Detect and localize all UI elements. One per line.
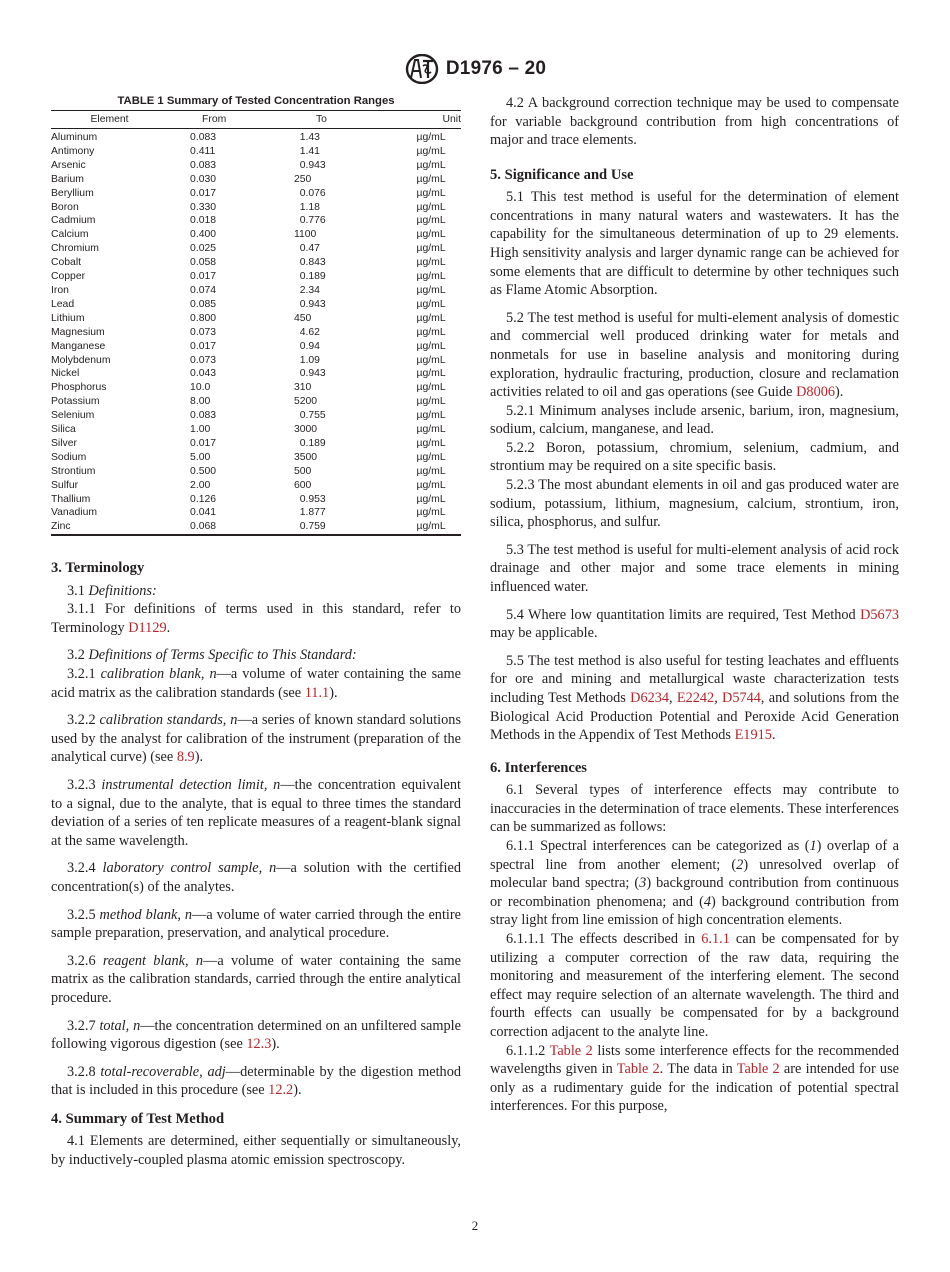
para-text: may be applicable. — [490, 625, 598, 642]
table-row — [51, 173, 461, 187]
cell-from: 0.126 — [190, 493, 217, 505]
cell-element: Barium — [51, 173, 84, 185]
para-number: 3.2.8 — [67, 1063, 101, 1080]
table-row — [51, 242, 461, 256]
cell-from: 8.00 — [190, 396, 211, 408]
para-text: 3.1.1 For definitions of terms used in this standard, refer to Terminology — [51, 601, 461, 636]
para-text: —the concentration determined on an unfiltered sample following vigorous digestion (see — [51, 1017, 461, 1053]
cell-to: 1.877 — [293, 507, 326, 519]
link-table-2[interactable]: Table 2 — [549, 1042, 593, 1059]
para-text: ). — [194, 749, 204, 766]
cell-unit: µg/mL — [416, 410, 446, 422]
cell-to: 0.843 — [293, 257, 326, 269]
cell-unit: µg/mL — [416, 201, 446, 213]
cell-to: 0.943 — [293, 368, 326, 380]
term: calibration blank, n — [100, 666, 217, 683]
link-d5673[interactable]: D5673 — [860, 606, 899, 623]
table-row — [51, 423, 461, 437]
page-number: 2 — [471, 1218, 479, 1233]
table-bottom-rule — [51, 535, 461, 538]
list-number: 1 — [809, 837, 817, 854]
cell-to: 0.953 — [293, 493, 326, 505]
cell-unit: µg/mL — [416, 493, 446, 505]
cell-to: 1.41 — [293, 145, 320, 157]
para-number: 3.2.2 — [67, 712, 100, 729]
cell-unit: µg/mL — [416, 298, 446, 310]
link-e2242[interactable]: E2242 — [676, 690, 715, 707]
paragraph-5-1: 5.1 This test method is useful for the determination of element concentrations in many natural waters and wastewaters. It has the capability for the simultaneous determination of up to 29 elements. High sensitivity analysis and larger dynamic range can be achieved for some elements that are difficult to determine by other techniques such as Flame Atomic Absorption. — [490, 189, 899, 299]
section-heading: 4. Summary of Test Method — [51, 1110, 225, 1127]
para-text: —a volume of water containing the same matrix as the calibration standards, carried through the entire analytical procedure. — [51, 952, 461, 1006]
cell-to: 4.62 — [293, 326, 320, 338]
table-row — [51, 395, 461, 409]
para-text: , — [714, 690, 722, 707]
paragraph-5-4 — [490, 606, 899, 643]
para-text: ) overlap of a spectral line from another element; ( — [490, 837, 900, 873]
cell-unit: µg/mL — [416, 354, 446, 366]
cell-element: Manganese — [51, 340, 106, 352]
astm-logo-icon — [404, 54, 440, 84]
cell-from: 0.073 — [190, 326, 217, 338]
column-header-unit: Unit — [415, 111, 461, 129]
cell-from: 2.00 — [190, 479, 211, 491]
table-row — [51, 159, 461, 173]
paragraph-4-2: 4.2 A background correction technique may be used to compensate for variable background contribution from high concentrations of major and trace elements. — [490, 95, 899, 149]
table-1-title: TABLE 1 Summary of Tested Concentration Ranges — [117, 95, 395, 107]
table-row — [51, 520, 461, 535]
left-column — [51, 94, 461, 1170]
paragraph-3-2-3 — [51, 776, 461, 850]
list-number: 2 — [736, 856, 744, 873]
cell-from: 0.017 — [190, 340, 217, 352]
cell-element: Beryllium — [51, 187, 94, 199]
cell-unit: µg/mL — [416, 340, 446, 352]
cell-element: Aluminum — [51, 132, 98, 143]
table-row — [51, 298, 461, 312]
table-row — [51, 465, 461, 479]
cell-unit: µg/mL — [416, 257, 446, 269]
para-text: ) background contribution from continuous or recombination phenomena; and ( — [490, 875, 899, 910]
term: reagent blank, n — [102, 952, 204, 969]
paragraph-5-3: 5.3 The test method is useful for multi-element analysis of acid rock drainage and other major and some trace elements in mining influenced water. — [490, 541, 899, 596]
cell-unit: µg/mL — [416, 465, 446, 477]
para-text: 5.4 Where low quantitation limits are required, Test Method — [506, 606, 861, 623]
paragraph-3-2-6 — [51, 952, 461, 1008]
column-header-to: To — [294, 111, 415, 129]
cell-to: 0.94 — [293, 340, 320, 352]
paragraph-5-2 — [490, 309, 899, 402]
para-text: . — [771, 727, 776, 744]
paragraph-6-1-1-2 — [490, 1042, 899, 1116]
cell-element: Boron — [51, 201, 79, 213]
section-5-heading: 5. Significance and Use — [490, 166, 634, 183]
paragraph-3-2 — [51, 646, 461, 665]
table-row — [51, 367, 461, 381]
para-text: 5.5 The test method is also useful for testing leachates and effluents for ore and mining and metallurgical waste characterization tests including Test Methods — [490, 652, 899, 707]
link-table-2[interactable]: Table 2 — [616, 1061, 660, 1078]
cell-from: 0.025 — [190, 243, 217, 255]
cell-from: 0.500 — [190, 465, 217, 477]
para-text: —a volume of water containing the same acid matrix as the calibration standards (see — [51, 666, 461, 701]
link-11-1[interactable]: 11.1 — [304, 684, 330, 701]
cell-to: 0.755 — [293, 410, 326, 422]
table-row — [51, 201, 461, 215]
link-12-3[interactable]: 12.3 — [246, 1036, 272, 1053]
paragraph-3-2-5 — [51, 906, 461, 943]
para-text: —a volume of water carried through the entire sample preparation, preservation, and analytical procedure. — [51, 906, 461, 942]
cell-from: 0.411 — [190, 145, 216, 157]
section-heading: 3. Terminology — [51, 560, 145, 577]
table-row — [51, 479, 461, 493]
cell-from: 0.058 — [190, 257, 217, 269]
table-row — [51, 284, 461, 298]
cell-element: Cobalt — [51, 257, 82, 269]
cell-element: Silver — [51, 437, 77, 449]
document-id: D1976 – 20 — [445, 58, 547, 79]
paragraph-6-1-1 — [490, 837, 899, 930]
cell-to: 0.076 — [293, 187, 326, 199]
paragraph-3-2-1 — [51, 665, 461, 702]
term: calibration standards, n — [99, 712, 238, 729]
cell-to: 0.759 — [293, 521, 326, 533]
para-number: 3.2.3 — [67, 777, 102, 794]
cell-unit: µg/mL — [416, 326, 446, 338]
table-row — [51, 228, 461, 242]
para-text: —a series of known standard solutions used by the analyst for calibration of the instrument (preparation of the analytical curve) (see — [51, 712, 462, 766]
cell-from: 0.083 — [190, 159, 217, 171]
cell-from: 0.083 — [190, 132, 217, 143]
cell-to: 600 — [293, 479, 312, 491]
cell-from: 0.017 — [190, 187, 217, 199]
para-number: 3.1 — [67, 582, 89, 599]
cell-to: 3000 — [293, 424, 318, 436]
table-row — [51, 493, 461, 507]
section-6-heading: 6. Interferences — [490, 759, 587, 776]
cell-from: 1.00 — [190, 424, 211, 436]
cell-element: Zinc — [51, 521, 71, 533]
cell-to: 0.943 — [293, 298, 326, 310]
para-text: ). — [271, 1036, 280, 1053]
cell-from: 0.800 — [190, 312, 217, 324]
cell-to: 3500 — [293, 451, 318, 463]
table-row — [51, 256, 461, 270]
table-row — [51, 187, 461, 201]
paragraph-3-2-8 — [51, 1063, 461, 1100]
cell-from: 0.330 — [190, 201, 217, 213]
cell-unit: µg/mL — [416, 396, 446, 408]
paragraph-4-1: 4.1 Elements are determined, either sequentially or simultaneously, by inductively-coupled plasma atomic emission spectroscopy. — [51, 1133, 461, 1168]
link-d5744[interactable]: D5744 — [722, 690, 761, 707]
table-row — [51, 326, 461, 340]
cell-unit: µg/mL — [416, 215, 446, 227]
cell-to: 1.43 — [293, 132, 320, 143]
para-number: 3.2.4 — [67, 860, 103, 877]
cell-to: 5200 — [293, 396, 318, 408]
cell-element: Sulfur — [51, 479, 79, 491]
para-text: ). — [835, 384, 844, 401]
para-label: Definitions: — [88, 582, 157, 599]
cell-to: 250 — [293, 173, 312, 185]
cell-to: 1.18 — [293, 201, 320, 213]
cell-element: Iron — [51, 284, 69, 296]
cell-to: 2.34 — [293, 284, 320, 296]
para-number: 3.2.1 — [67, 666, 101, 683]
cell-element: Lead — [51, 298, 75, 310]
para-text: —determinable by the digestion method that is included in this procedure (see — [51, 1063, 461, 1099]
cell-element: Silica — [51, 424, 76, 436]
para-text: , — [669, 690, 677, 707]
para-text: 5.2 The test method is useful for multi-element analysis of domestic and commercial well produced drinking water for metals and nonmetals for use in baseline analysis and monitoring during exploration, hydraulic fracturing, production, closure and reclamation activities related to oil and gas operations (see Guide — [490, 309, 899, 401]
link-8-9[interactable]: 8.9 — [176, 749, 195, 766]
table-row — [51, 145, 461, 159]
cell-unit: µg/mL — [416, 312, 446, 324]
para-number: 3.2.7 — [67, 1017, 100, 1034]
link-6-1-1[interactable]: 6.1.1 — [701, 930, 730, 947]
para-text: —the concentration equivalent to a signal, due to the analyte, that is equal to three times the standard deviation of a series of ten replicate measures of a reagent-blank signal at the same wavelength. — [51, 777, 461, 849]
cell-element: Strontium — [51, 465, 96, 477]
cell-element: Magnesium — [51, 326, 105, 338]
cell-unit: µg/mL — [416, 479, 446, 491]
cell-unit: µg/mL — [416, 382, 446, 394]
table-body — [51, 129, 461, 536]
cell-unit: µg/mL — [416, 451, 446, 463]
table-row — [51, 381, 461, 395]
paragraph-3-1 — [51, 582, 461, 601]
para-number: 3.2 — [67, 647, 89, 664]
cell-from: 5.00 — [190, 451, 211, 463]
term: total-recoverable, adj — [100, 1063, 226, 1080]
table-row — [51, 506, 461, 520]
paragraph-5-2-3: 5.2.3 The most abundant elements in oil and gas produced water are sodium, potassium, lithium, magnesium, calcium, strontium, iron, silica, phosphorus, and sulfur. — [490, 477, 899, 531]
cell-unit: µg/mL — [416, 521, 446, 533]
page-header — [0, 54, 950, 86]
table-row — [51, 354, 461, 368]
para-text: ). — [293, 1082, 302, 1099]
paragraph-3-2-4 — [51, 859, 461, 896]
cell-from: 0.018 — [190, 215, 217, 227]
cell-unit: µg/mL — [416, 284, 446, 296]
term: total, n — [99, 1017, 141, 1034]
cell-unit: µg/mL — [416, 437, 446, 449]
cell-unit: µg/mL — [416, 187, 446, 199]
cell-from: 0.400 — [190, 229, 217, 241]
link-e1915[interactable]: E1915 — [734, 727, 772, 744]
cell-from: 0.017 — [190, 271, 217, 283]
term: instrumental detection limit, n — [101, 777, 281, 794]
cell-to: 310 — [293, 382, 312, 394]
table-row — [51, 451, 461, 465]
section-3-terminology — [51, 559, 461, 1100]
table-row — [51, 214, 461, 228]
paragraph-6-1: 6.1 Several types of interference effects may contribute to inaccuracies in the determination of trace elements. These interferences can be summarized as follows: — [490, 782, 899, 836]
link-table-2[interactable]: Table 2 — [736, 1061, 780, 1078]
cell-to: 450 — [293, 312, 312, 324]
cell-unit: µg/mL — [416, 173, 446, 185]
paragraph-3-2-2 — [51, 711, 461, 767]
para-text: can be compensated for by utilizing a computer correction of the raw data, requiring the monitoring and measurement of the interfering element. The second effect may require selection of an alternate wavelength. The third and fourth effects can usually be compensated for by a background correction adjacent to the analyte line. — [490, 930, 899, 1040]
cell-element: Molybdenum — [51, 354, 111, 366]
table-row — [51, 409, 461, 423]
para-number: 3.2.6 — [67, 952, 103, 969]
table-row — [51, 437, 461, 451]
cell-from: 0.017 — [190, 437, 217, 449]
para-text: 6.1.1.2 — [506, 1042, 550, 1059]
table-header-row — [51, 111, 461, 129]
cell-unit: µg/mL — [416, 132, 446, 143]
link-d6234[interactable]: D6234 — [630, 690, 670, 707]
cell-element: Thallium — [51, 493, 91, 505]
para-text: are intended for use only as a rudimentary guide for the indication of potential spectral interferences. For this purpose, — [490, 1061, 899, 1115]
paragraph-5-2-2: 5.2.2 Boron, potassium, chromium, selenium, cadmium, and strontium may be required on a site specific basis. — [490, 439, 899, 475]
cell-unit: µg/mL — [416, 243, 446, 255]
cell-unit: µg/mL — [416, 507, 446, 519]
table-row — [51, 129, 461, 145]
cell-from: 0.068 — [190, 521, 217, 533]
link-d8006[interactable]: D8006 — [796, 384, 836, 401]
link-12-2[interactable]: 12.2 — [268, 1082, 294, 1099]
cell-unit: µg/mL — [416, 145, 446, 157]
cell-element: Lithium — [51, 312, 85, 324]
cell-unit: µg/mL — [416, 271, 446, 283]
para-text: ). — [329, 684, 338, 701]
cell-element: Nickel — [51, 368, 80, 380]
cell-element: Antimony — [51, 145, 95, 157]
cell-from: 0.073 — [190, 354, 217, 366]
right-column — [490, 94, 899, 1116]
section-4-summary — [51, 1110, 461, 1170]
para-label: Definitions of Terms Specific to This Standard: — [88, 647, 357, 664]
link-d1129[interactable]: D1129 — [128, 619, 167, 636]
cell-from: 0.085 — [190, 298, 217, 310]
cell-from: 0.041 — [190, 507, 217, 519]
para-text: . — [166, 619, 171, 636]
cell-from: 10.0 — [190, 382, 211, 394]
cell-from: 0.043 — [190, 368, 217, 380]
column-header-from: From — [168, 111, 294, 129]
para-number: 3.2.5 — [67, 906, 100, 923]
concentration-ranges-table — [51, 110, 461, 538]
cell-to: 0.776 — [293, 215, 326, 227]
cell-to: 0.189 — [293, 271, 326, 283]
term: method blank, n — [99, 906, 193, 923]
term: laboratory control sample, n — [102, 860, 277, 877]
cell-element: Copper — [51, 271, 86, 283]
cell-unit: µg/mL — [416, 159, 446, 171]
para-text: 6.1.1 Spectral interferences can be categorized as ( — [506, 837, 810, 854]
cell-unit: µg/mL — [416, 368, 446, 380]
column-header-element: Element — [51, 111, 168, 129]
cell-unit: µg/mL — [416, 229, 446, 241]
cell-unit: µg/mL — [416, 424, 446, 436]
table-row — [51, 312, 461, 326]
cell-element: Potassium — [51, 396, 100, 408]
cell-to: 1.09 — [293, 354, 320, 366]
cell-to: 500 — [293, 465, 312, 477]
cell-to: 1100 — [293, 229, 317, 241]
table-row — [51, 340, 461, 354]
para-text: , and solutions from the Biological Acid Production Potential and Peroxide Acid Generation Methods in the Appendix of Test Methods — [490, 690, 899, 744]
cell-element: Selenium — [51, 410, 95, 422]
cell-element: Sodium — [51, 451, 87, 463]
list-number: 4 — [703, 893, 712, 910]
table-row — [51, 270, 461, 284]
paragraph-5-2-1: 5.2.1 Minimum analyses include arsenic, barium, iron, magnesium, sodium, calcium, manganese, and lead. — [490, 402, 899, 438]
cell-to: 0.189 — [293, 437, 326, 449]
paragraph-3-2-7 — [51, 1017, 461, 1054]
cell-element: Phosphorus — [51, 382, 107, 394]
cell-from: 0.074 — [190, 284, 217, 296]
cell-to: 0.47 — [293, 243, 320, 255]
cell-element: Cadmium — [51, 215, 96, 227]
para-text: ) background contribution from stray light from line emission of high concentration elements. — [490, 893, 900, 929]
cell-element: Arsenic — [51, 159, 86, 171]
para-text: ) unresolved overlap of molecular band spectra; ( — [490, 856, 899, 892]
para-text: —a solution with the certified concentration(s) of the analytes. — [51, 860, 461, 895]
paragraph-3-1-1 — [51, 600, 461, 637]
cell-element: Calcium — [51, 229, 89, 241]
list-number: 3 — [639, 875, 647, 892]
para-text: 6.1.1.1 The effects described in — [506, 930, 702, 947]
cell-element: Chromium — [51, 243, 99, 255]
paragraph-5-5 — [490, 652, 899, 745]
cell-from: 0.030 — [190, 173, 217, 185]
cell-element: Vanadium — [51, 507, 98, 519]
cell-to: 0.943 — [293, 159, 326, 171]
para-text: lists some interference effects for the recommended wavelengths given in — [490, 1042, 899, 1078]
cell-from: 0.083 — [190, 410, 217, 422]
para-text: . The data in — [659, 1061, 737, 1078]
paragraph-6-1-1-1 — [490, 930, 899, 1042]
